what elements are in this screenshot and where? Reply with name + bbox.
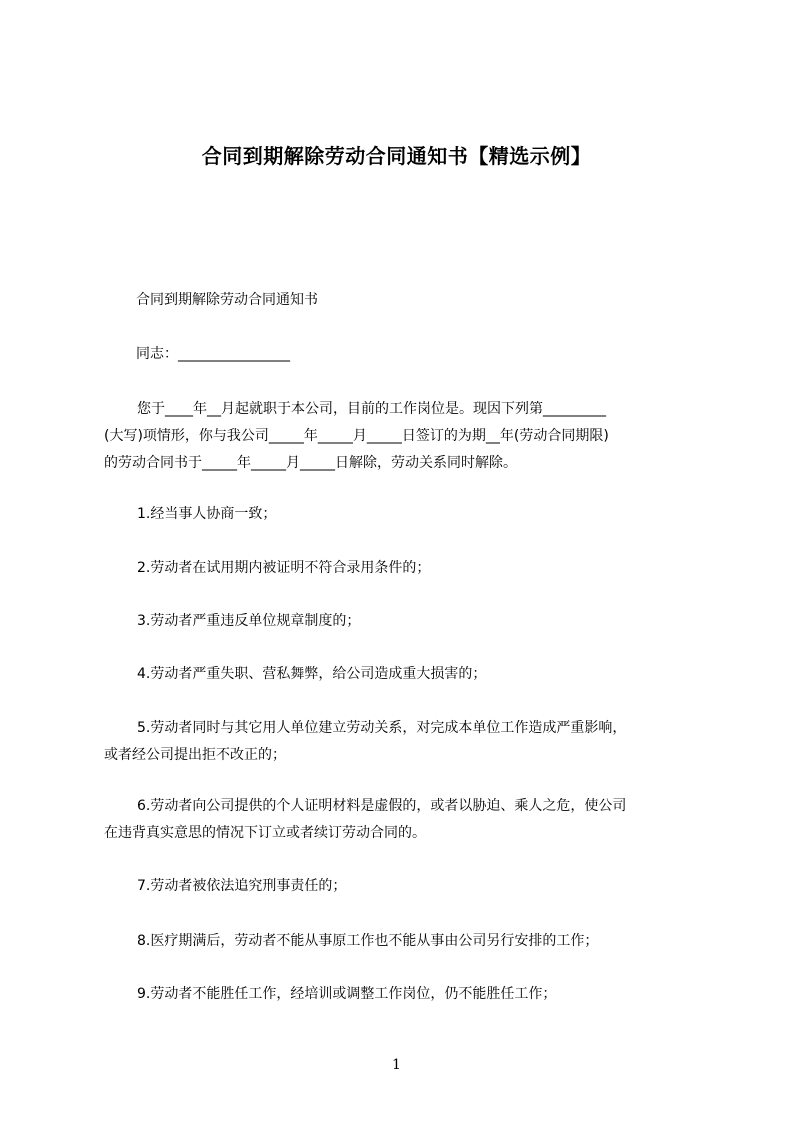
salutation: 同志：________________ — [136, 346, 290, 362]
list-item-line: 7.劳动者被依法追究刑事责任的； — [137, 878, 347, 894]
list-item-line: 8.医疗期满后，劳动者不能从事原工作也不能从事由公司另行安排的工作； — [137, 933, 599, 949]
list-item — [104, 661, 700, 688]
list-item-line: 9.劳动者不能胜任工作，经培训或调整工作岗位，仍不能胜任工作； — [137, 986, 557, 1002]
intro-line: 您于____年__月起就职于本公司，目前的工作岗位是。现因下列第_________ — [137, 401, 606, 417]
list-item-line: 在违背真实意思的情况下订立或者续订劳动合同的。 — [104, 825, 426, 841]
list-item — [104, 501, 700, 528]
list-item-line: 3.劳动者严重违反单位规章制度的； — [137, 613, 361, 629]
list-item — [104, 981, 700, 1008]
intro-line: (大写)项情形，你与我公司_____年_____月_____日签订的为期__年(劳动合同期限) — [104, 428, 609, 444]
list-item — [104, 928, 700, 955]
document-title: 合同到期解除劳动合同通知书【精选示例】 — [201, 144, 592, 168]
list-item-line: 1.经当事人协商一致； — [137, 506, 277, 522]
page-number: 1 — [392, 1057, 401, 1073]
list-item-line: 6.劳动者向公司提供的个人证明材料是虚假的，或者以胁迫、乘人之危，使公司 — [137, 798, 627, 814]
list-item — [104, 608, 700, 635]
intro-paragraph — [104, 396, 700, 477]
list-item-line: 2.劳动者在试用期内被证明不符合录用条件的； — [137, 560, 431, 576]
intro-line: 的劳动合同书于_____年_____月_____日解除，劳动关系同时解除。 — [104, 455, 517, 471]
list-item-line: 5.劳动者同时与其它用人单位建立劳动关系，对完成本单位工作造成严重影响， — [137, 720, 627, 736]
list-item — [104, 715, 700, 769]
list-item-line: 4.劳动者严重失职、营私舞弊，给公司造成重大损害的； — [137, 666, 487, 682]
list-item — [104, 793, 700, 847]
list-item-line: 或者经公司提出拒不改正的； — [104, 747, 286, 763]
list-item — [104, 873, 700, 900]
notice-subtitle: 合同到期解除劳动合同通知书 — [136, 292, 318, 308]
list-item — [104, 555, 700, 582]
